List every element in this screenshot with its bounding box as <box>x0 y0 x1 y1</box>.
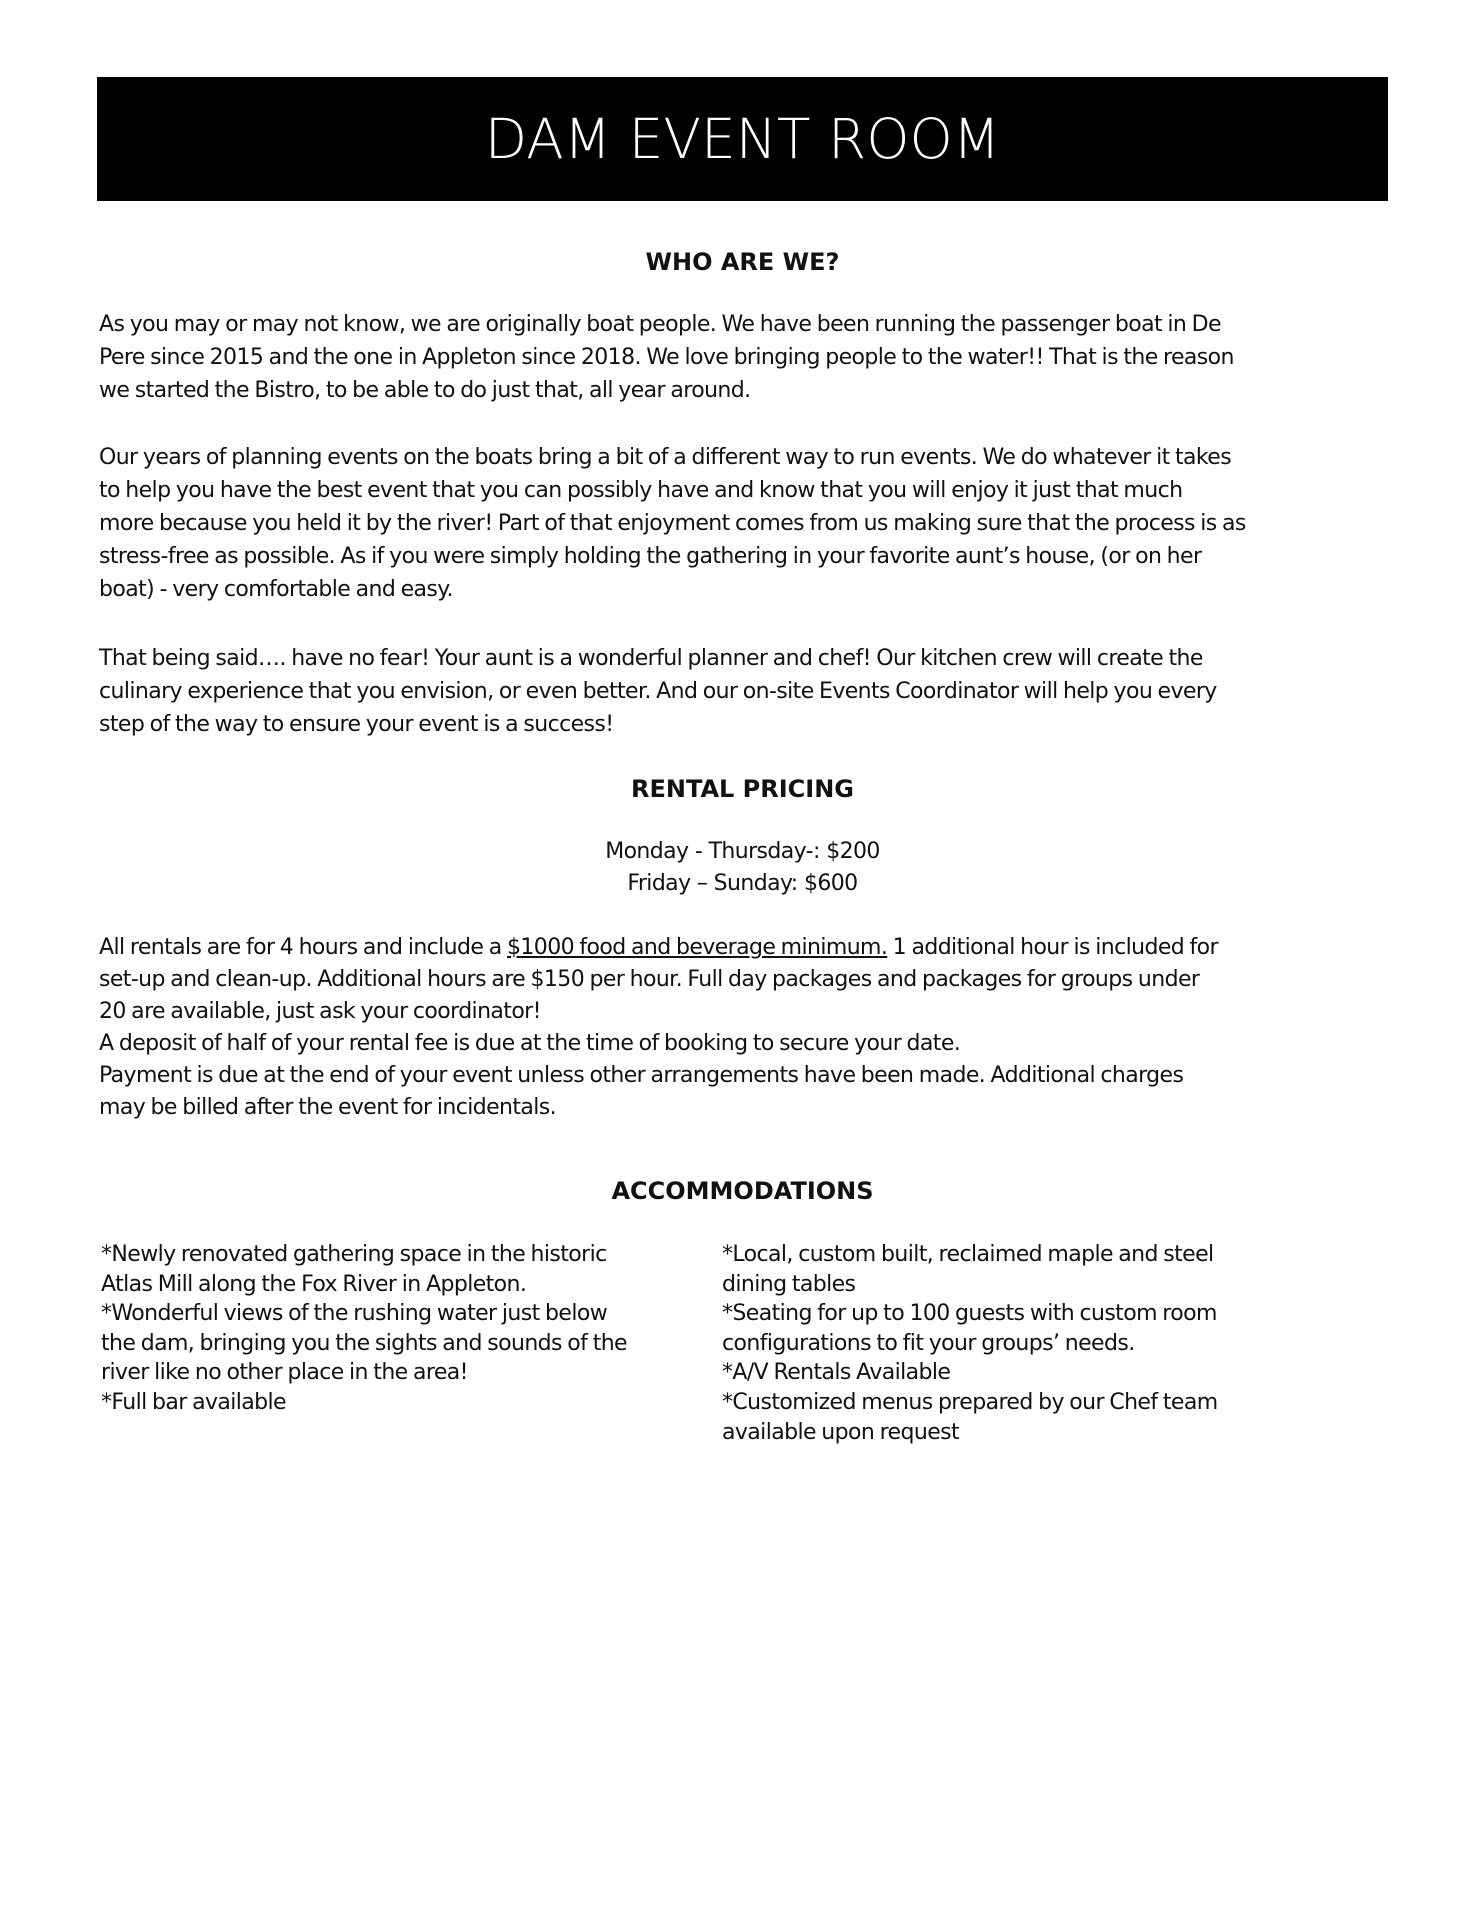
accommodations-left-column <box>101 1240 701 1418</box>
paragraph-line: culinary experience that you envision, or even better. And our on-site Events Coordinator will help you every <box>99 679 1217 704</box>
list-item: dining tables <box>722 1271 856 1297</box>
paragraph-line: As you may or may not know, we are originally boat people. We have been running the passenger boat in De <box>99 312 1221 337</box>
paragraph-line: Our years of planning events on the boats bring a bit of a different way to run events. We do whatever it takes <box>99 445 1232 470</box>
deposit-line: A deposit of half of your rental fee is due at the time of booking to secure your date. <box>99 1031 961 1056</box>
list-item: *Local, custom built, reclaimed maple and steel <box>722 1242 1214 1267</box>
who-are-we-paragraph-1 <box>99 308 1399 407</box>
rental-details-line: 20 are available, just ask your coordinator! <box>99 999 541 1024</box>
paragraph-line: boat) - very comfortable and easy. <box>99 577 453 602</box>
list-item: Atlas Mill along the Fox River in Appleton. <box>101 1271 527 1297</box>
rental-details-line <box>99 932 1399 964</box>
list-item: configurations to fit your groups’ needs. <box>722 1330 1135 1356</box>
list-item: *A/V Rentals Available <box>722 1360 951 1386</box>
paragraph-line: to help you have the best event that you can possibly have and know that you will enjoy it just that much <box>99 478 1183 503</box>
list-item: *Seating for up to 100 guests with custom room <box>722 1301 1217 1327</box>
payment-line: Payment is due at the end of your event unless other arrangements have been made. Additional charges <box>99 1063 1184 1088</box>
paragraph-line: we started the Bistro, to be able to do just that, all year around. <box>99 378 751 403</box>
rental-details-text: All rentals are for 4 hours and include a <box>99 935 507 960</box>
rental-pricing-heading: RENTAL PRICING <box>630 775 855 803</box>
list-item: available upon request <box>722 1419 960 1445</box>
paragraph-line: That being said…. have no fear! Your aunt is a wonderful planner and chef! Our kitchen crew will create the <box>99 646 1203 671</box>
list-item: *Full bar available <box>101 1389 286 1415</box>
rental-details-text: 1 additional hour is included for <box>887 935 1218 960</box>
accommodations-heading: ACCOMMODATIONS <box>611 1177 874 1205</box>
list-item: *Newly renovated gathering space in the historic <box>101 1242 607 1267</box>
paragraph-line: more because you held it by the river! Part of that enjoyment comes from us making sure that the process is as <box>99 511 1246 536</box>
rental-details-line: set-up and clean-up. Additional hours are $150 per hour. Full day packages and packages for groups under <box>99 967 1200 992</box>
page-title: DAM EVENT ROOM <box>484 107 1001 171</box>
payment-line: may be billed after the event for incidentals. <box>99 1095 557 1120</box>
weekday-rate: Monday - Thursday-: $200 <box>605 839 880 864</box>
list-item: the dam, bringing you the sights and sounds of the <box>101 1330 627 1356</box>
who-are-we-paragraph-2 <box>99 441 1399 606</box>
rental-details <box>99 932 1399 1124</box>
weekend-rate: Friday – Sunday: $600 <box>627 871 858 896</box>
paragraph-line: Pere since 2015 and the one in Appleton since 2018. We love bringing people to the water!! That is the reason <box>99 345 1234 370</box>
paragraph-line: step of the way to ensure your event is a success! <box>99 712 614 737</box>
list-item: river like no other place in the area! <box>101 1360 468 1386</box>
who-are-we-heading: WHO ARE WE? <box>645 248 840 276</box>
food-beverage-minimum: $1000 food and beverage minimum. <box>507 935 888 960</box>
who-are-we-paragraph-3 <box>99 642 1399 741</box>
title-banner <box>97 77 1388 201</box>
paragraph-line: stress-free as possible. As if you were simply holding the gathering in your favorite aunt’s house, (or on her <box>99 544 1202 569</box>
list-item: *Customized menus prepared by our Chef team <box>722 1389 1218 1415</box>
list-item: *Wonderful views of the rushing water just below <box>101 1301 608 1327</box>
pricing-rates <box>97 836 1388 900</box>
accommodations-right-column <box>722 1240 1322 1447</box>
